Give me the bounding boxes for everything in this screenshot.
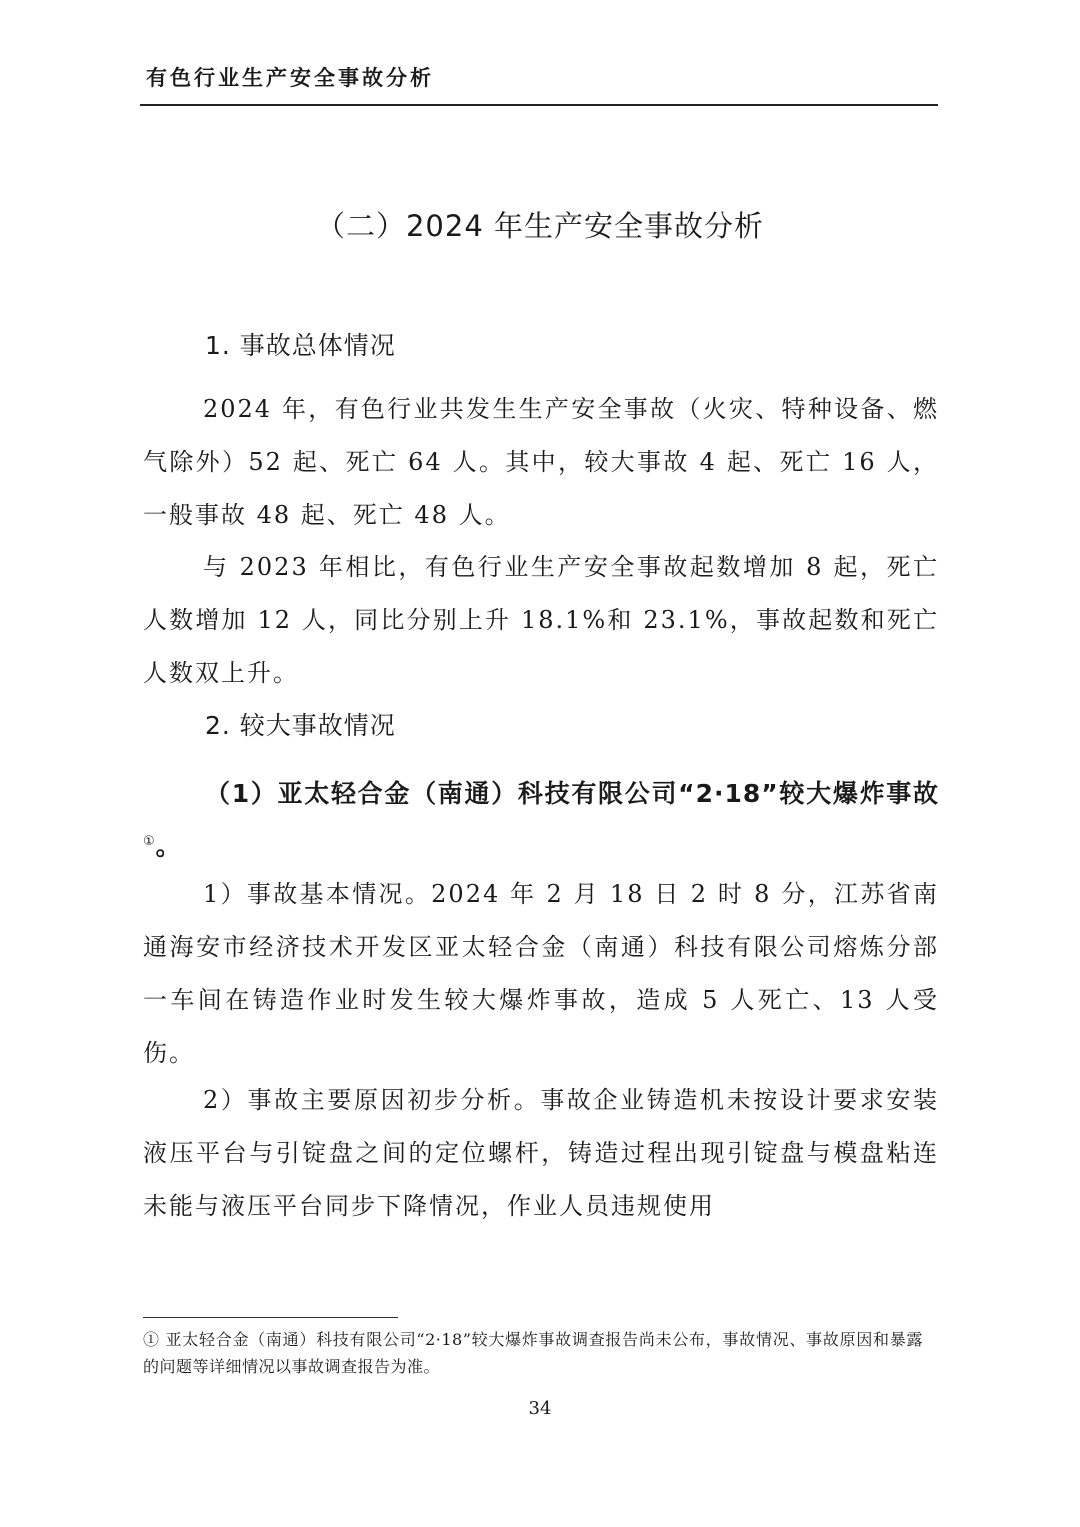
paragraph-year-comparison: 与 2023 年相比，有色行业生产安全事故起数增加 8 起，死亡人数增加 12 人，同比分别上升 18.1%和 23.1%，事故起数和死亡人数双上升。 bbox=[143, 553, 939, 687]
heading-major-accidents: 2. 较大事故情况 bbox=[205, 711, 396, 740]
running-header: 有色行业生产安全事故分析 bbox=[146, 66, 434, 90]
case-title bbox=[143, 770, 939, 870]
heading-overall-situation: 1. 事故总体情况 bbox=[205, 331, 396, 360]
paragraph-overall-stats: 2024 年，有色行业共发生生产安全事故（火灾、特种设备、燃气除外）52 起、死亡 64 人。其中，较大事故 4 起、死亡 16 人，一般事故 48 起、死亡 48 人。 bbox=[143, 395, 939, 529]
section-title: （二）2024 年生产安全事故分析 bbox=[315, 209, 765, 243]
header-rule bbox=[140, 104, 938, 106]
footnote-rule bbox=[143, 1317, 398, 1318]
case-title-text: （1）亚太轻合金（南通）科技有限公司“2·18”较大爆炸事故 bbox=[205, 779, 939, 808]
paragraph-basic-situation: 1）事故基本情况。2024 年 2 月 18 日 2 时 8 分，江苏省南通海安市经济技术开发区亚太轻合金（南通）科技有限公司熔炼分部一车间在铸造作业时发生较大爆炸事故，造成 5 人死亡、13 人受伤。 bbox=[143, 880, 939, 1067]
page-number: 34 bbox=[528, 1398, 552, 1419]
footnote-reference: ① bbox=[143, 834, 156, 849]
paragraph-cause-analysis: 2）事故主要原因初步分析。事故企业铸造机未按设计要求安装液压平台与引锭盘之间的定位螺杆，铸造过程出现引锭盘与模盘粘连未能与液压平台同步下降情况，作业人员违规使用 bbox=[143, 1086, 939, 1220]
case-title-end: 。 bbox=[155, 831, 182, 861]
footnote: ① 亚太轻合金（南通）科技有限公司“2·18”较大爆炸事故调查报告尚未公布，事故情况、事故原因和暴露的问题等详细情况以事故调查报告为准。 bbox=[143, 1330, 923, 1376]
